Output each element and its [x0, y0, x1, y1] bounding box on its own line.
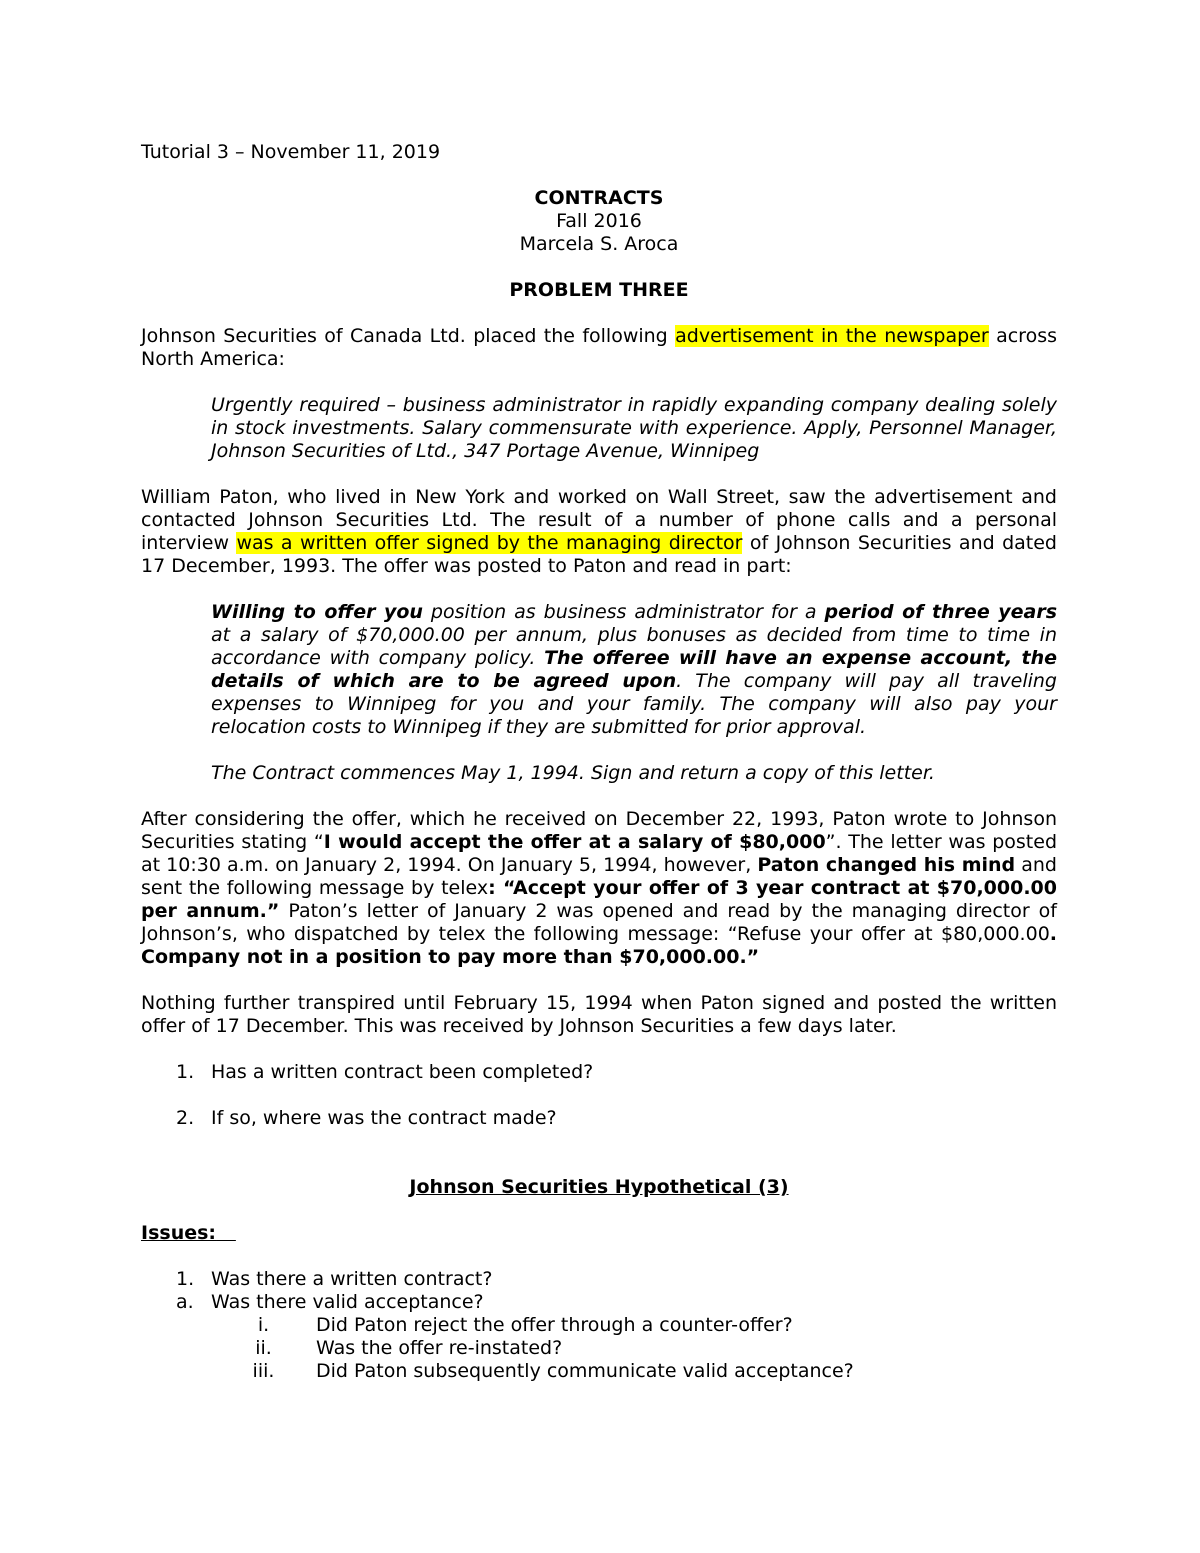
- highlight-written-offer: was a written offer signed by the managing director: [236, 532, 743, 554]
- advertisement-quote: Urgently required – business administrator in rapidly expanding company dealing solely in stock investments. Salary commensurate with experience. Apply, Personnel Manager, Johnson Securities of Ltd., 347 Portage Avenue, Winnipeg: [211, 394, 1057, 462]
- question-item: 2. If so, where was the contract made?: [176, 1107, 557, 1129]
- commencement-quote: The Contract commences May 1, 1994. Sign and return a copy of this letter.: [211, 762, 935, 784]
- issues-heading: Issues:: [141, 1222, 217, 1244]
- sub-issue-item: ii. Was the offer re-instated?: [255, 1337, 563, 1359]
- sub-issue-item: i. Did Paton reject the offer through a counter-offer?: [257, 1314, 793, 1336]
- offer-quote: Willing to offer you position as business administrator for a period of three years at a salary of $70,000.00 per annum, plus bonuses as decided from time to time in accordance with company policy. The offeree will have an expense account, the details of which are to be agreed upon. The company will pay all traveling expenses to Winnipeg for you and your family. The company will also pay your relocation costs to Winnipeg if they are submitted for prior approval.: [211, 601, 1058, 738]
- issue-item: a. Was there valid acceptance?: [176, 1291, 484, 1313]
- problem-heading: PROBLEM THREE: [509, 279, 689, 301]
- course-title: CONTRACTS: [534, 187, 664, 209]
- paragraph-advertisement: Johnson Securities of Canada Ltd. placed the following advertisement in the newspaper across North America:: [141, 325, 1057, 370]
- hypothetical-heading: Johnson Securities Hypothetical (3): [409, 1176, 789, 1198]
- question-item: 1. Has a written contract been completed?: [176, 1061, 594, 1083]
- document-body: [141, 141, 1057, 1383]
- term: Fall 2016: [556, 210, 642, 232]
- highlight-advertisement: advertisement in the newspaper: [675, 325, 989, 347]
- paragraph-counter-offer: After considering the offer, which he received on December 22, 1993, Paton wrote to Johnson Securities stating “I would accept the offer at a salary of $80,000”. The letter was posted at 10:30 a.m. on January 2, 1994. On January 5, 1994, however, Paton changed his mind and sent the following message by telex: “Accept your offer of 3 year contract at $70,000.00 per annum.” Paton’s letter of January 2 was opened and read by the managing director of Johnson’s, who dispatched by telex the following message: “Refuse your offer at $80,000.00. Company not in a position to pay more than $70,000.00.”: [141, 808, 1058, 968]
- sub-issue-item: iii. Did Paton subsequently communicate valid acceptance?: [252, 1360, 854, 1382]
- paragraph-paton: William Paton, who lived in New York and worked on Wall Street, saw the advertisement and contacted Johnson Securities Ltd. The result of a number of phone calls and a personal interview was a written offer signed by the managing director of Johnson Securities and dated 17 December, 1993. The offer was posted to Paton and read in part:: [141, 486, 1057, 577]
- paragraph-further: Nothing further transpired until February 15, 1994 when Paton signed and posted the written offer of 17 December. This was received by Johnson Securities a few days later.: [141, 992, 1057, 1037]
- instructor: Marcela S. Aroca: [519, 233, 679, 255]
- issue-item: 1. Was there a written contract?: [176, 1268, 493, 1290]
- tutorial-line: Tutorial 3 – November 11, 2019: [141, 141, 441, 163]
